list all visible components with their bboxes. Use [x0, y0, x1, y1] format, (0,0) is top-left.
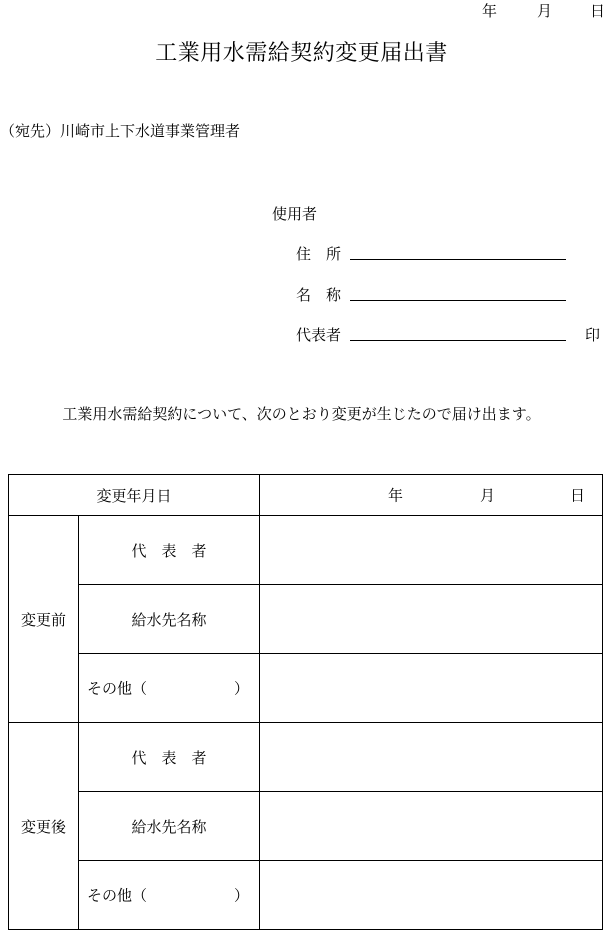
change-date-day: 日 [570, 486, 586, 505]
after-supply-name-value[interactable] [260, 792, 603, 861]
after-representative-row [9, 723, 603, 792]
header-day-label: 日 [590, 2, 605, 20]
before-group-label: 変更前 [9, 516, 79, 723]
after-supply-name-label: 給水先名称 [79, 792, 260, 861]
change-date-label: 変更年月日 [9, 475, 260, 516]
before-other-value[interactable] [260, 654, 603, 723]
before-supply-name-value[interactable] [260, 585, 603, 654]
header-year-label: 年 [482, 2, 498, 20]
seal-mark: 印 [585, 326, 601, 344]
applicant-label: 使用者 [272, 205, 318, 223]
after-representative-label: 代 表 者 [79, 723, 260, 792]
representative-field-line [350, 340, 566, 341]
after-other-row [9, 861, 603, 930]
change-date-value-cell[interactable] [260, 475, 603, 516]
header-month-label: 月 [537, 2, 553, 20]
before-other-close: ） [234, 679, 250, 698]
address-label: 住 所 [296, 245, 342, 263]
change-date-row [9, 475, 603, 516]
before-representative-row [9, 516, 603, 585]
notice-text: 工業用水需給契約について、次のとおり変更が生じたので届け出ます。 [62, 405, 541, 423]
before-other-row [9, 654, 603, 723]
change-form-table [8, 474, 603, 930]
after-representative-value[interactable] [260, 723, 603, 792]
after-other-value[interactable] [260, 861, 603, 930]
before-supply-name-row [9, 585, 603, 654]
after-other-close: ） [234, 886, 250, 905]
name-field-line [350, 300, 566, 301]
change-date-month: 月 [480, 486, 496, 505]
before-representative-value[interactable] [260, 516, 603, 585]
before-other-label: その他（ [87, 679, 148, 698]
before-other-label-cell [79, 654, 260, 723]
before-supply-name-label: 給水先名称 [79, 585, 260, 654]
addressee: （宛先）川崎市上下水道事業管理者 [0, 122, 241, 140]
name-label: 名 称 [296, 286, 342, 304]
representative-label: 代表者 [296, 326, 342, 344]
after-supply-name-row [9, 792, 603, 861]
after-group-label: 変更後 [9, 723, 79, 930]
document-title: 工業用水需給契約変更届出書 [155, 41, 448, 66]
change-date-year: 年 [388, 486, 404, 505]
address-field-line [350, 259, 566, 260]
after-other-label: その他（ [87, 886, 148, 905]
after-other-label-cell [79, 861, 260, 930]
before-representative-label: 代 表 者 [79, 516, 260, 585]
